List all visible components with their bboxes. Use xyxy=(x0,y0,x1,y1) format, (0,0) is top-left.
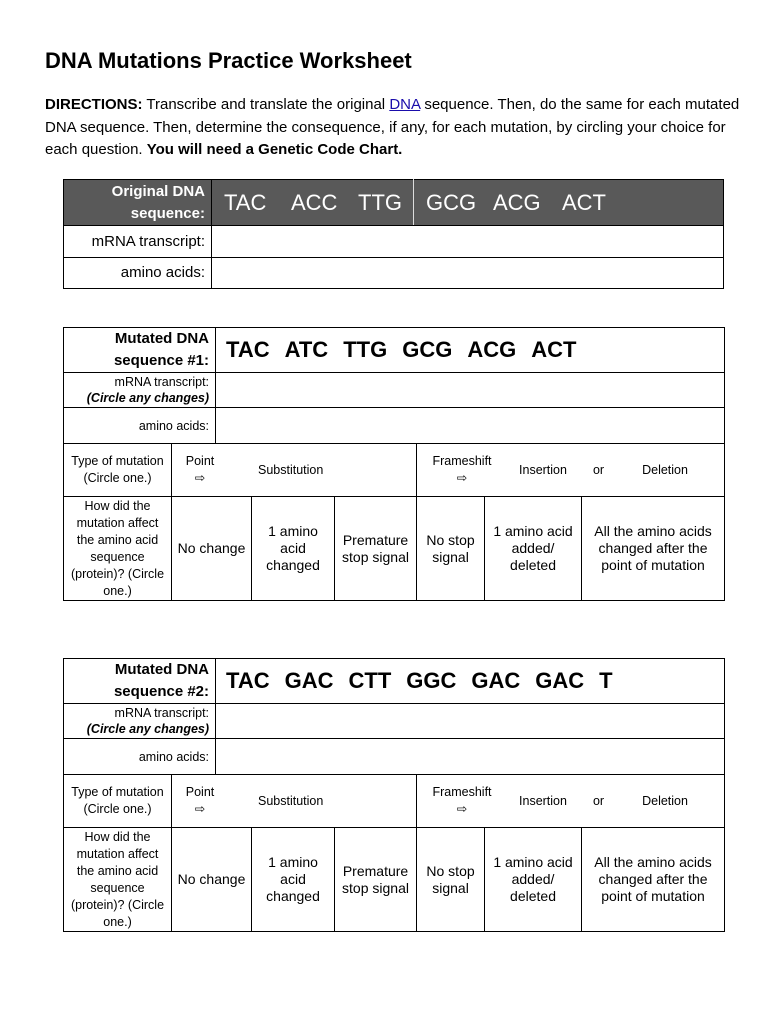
codon: GAC xyxy=(471,668,521,693)
codon: GCG xyxy=(426,189,477,215)
original-dna-label: Original DNA sequence: xyxy=(64,180,212,226)
codon: T xyxy=(599,668,613,693)
codon: GAC xyxy=(535,668,585,693)
substitution-option[interactable]: Substitution xyxy=(258,794,324,808)
mutated-2-amino-label: amino acids: xyxy=(64,739,216,775)
insertion-option[interactable]: Insertion xyxy=(519,463,567,477)
directions-text-1: Transcribe and translate the original xyxy=(142,96,390,113)
mutated-1-amino-answer[interactable] xyxy=(216,408,725,444)
circle-changes-note: (Circle any changes) xyxy=(86,722,210,736)
deletion-option[interactable]: Deletion xyxy=(642,794,688,808)
page-title: DNA Mutations Practice Worksheet xyxy=(45,48,412,73)
original-sequence-table xyxy=(63,179,724,289)
option-no-stop[interactable]: No stop signal xyxy=(417,497,485,601)
mutated-1-mrna-answer[interactable] xyxy=(216,373,725,408)
original-codons-group-b xyxy=(414,180,724,226)
option-all-changed[interactable]: All the amino acids changed after the point of mutation xyxy=(582,497,725,601)
codon: TAC xyxy=(226,668,270,693)
point-text: Point xyxy=(185,454,215,468)
mrna-label: mRNA transcript: xyxy=(114,706,210,720)
mutated-2-codons xyxy=(216,659,725,704)
directions-bold-note: You will need a Genetic Code Chart. xyxy=(146,141,403,158)
mutation-type-label: Type of mutation (Circle one.) xyxy=(64,444,172,497)
option-no-change[interactable]: No change xyxy=(172,497,252,601)
directions-label: DIRECTIONS: xyxy=(45,96,143,113)
codon: TTG xyxy=(358,189,402,215)
codon: GAC xyxy=(284,668,334,693)
mutated-1-mrna-label xyxy=(64,373,216,408)
codon: ACT xyxy=(531,337,577,362)
directions-text-2: sequence. Then, do the same for each mutated DNA sequence. Then, determine the consequence, if any, for each mutation, by circling your choice for each question. xyxy=(45,96,740,158)
point-substitution-cell xyxy=(172,775,417,828)
codon: GGC xyxy=(406,668,457,693)
mutated-2-mrna-label xyxy=(64,704,216,739)
codon: GCG xyxy=(402,337,453,362)
frameshift-cell xyxy=(417,444,725,497)
affect-label: How did the mutation affect the amino acid sequence (protein)? (Circle one.) xyxy=(64,497,172,601)
frameshift-text: Frameshift xyxy=(432,454,492,468)
point-text: Point xyxy=(185,785,215,799)
substitution-option[interactable]: Substitution xyxy=(258,463,324,477)
option-premature-stop[interactable]: Premature stop signal xyxy=(335,497,417,601)
dna-link[interactable]: DNA xyxy=(389,96,421,113)
option-no-stop[interactable]: No stop signal xyxy=(417,828,485,932)
option-all-changed[interactable]: All the amino acids changed after the point of mutation xyxy=(582,828,725,932)
codon: ACG xyxy=(493,189,541,215)
affect-label: How did the mutation affect the amino acid sequence (protein)? (Circle one.) xyxy=(64,828,172,932)
option-no-change[interactable]: No change xyxy=(172,828,252,932)
point-substitution-cell xyxy=(172,444,417,497)
mutated-2-mrna-answer[interactable] xyxy=(216,704,725,739)
option-one-changed[interactable]: 1 amino acid changed xyxy=(252,497,335,601)
right-arrow-icon: ⇨ xyxy=(456,471,468,485)
original-codons-group-a xyxy=(212,180,414,226)
codon: ACG xyxy=(467,337,517,362)
option-added-deleted[interactable]: 1 amino acid added/ deleted xyxy=(485,828,582,932)
frameshift-text: Frameshift xyxy=(432,785,492,799)
or-text: or xyxy=(592,794,605,808)
original-amino-label: amino acids: xyxy=(64,258,212,289)
original-amino-answer[interactable] xyxy=(212,258,724,289)
directions xyxy=(45,94,745,162)
option-added-deleted[interactable]: 1 amino acid added/ deleted xyxy=(485,497,582,601)
codon: ACT xyxy=(562,189,606,215)
circle-changes-note: (Circle any changes) xyxy=(86,391,210,405)
codon: TAC xyxy=(226,337,270,362)
mutated-1-codons xyxy=(216,328,725,373)
right-arrow-icon: ⇨ xyxy=(194,471,206,485)
right-arrow-icon: ⇨ xyxy=(456,802,468,816)
codon: ACC xyxy=(291,189,338,215)
codon: ATC xyxy=(284,337,329,362)
frameshift-option xyxy=(417,453,507,487)
original-mrna-answer[interactable] xyxy=(212,226,724,258)
mrna-label: mRNA transcript: xyxy=(114,375,210,389)
frameshift-option xyxy=(417,784,507,818)
mutated-sequence-2-table xyxy=(63,658,725,932)
right-arrow-icon: ⇨ xyxy=(194,802,206,816)
insertion-option[interactable]: Insertion xyxy=(519,794,567,808)
option-premature-stop[interactable]: Premature stop signal xyxy=(335,828,417,932)
or-text: or xyxy=(592,463,605,477)
codon: CTT xyxy=(348,668,392,693)
option-one-changed[interactable]: 1 amino acid changed xyxy=(252,828,335,932)
mutated-sequence-1-table xyxy=(63,327,725,601)
original-mrna-label: mRNA transcript: xyxy=(64,226,212,258)
mutation-type-label: Type of mutation (Circle one.) xyxy=(64,775,172,828)
mutated-1-label: Mutated DNA sequence #1: xyxy=(64,328,216,373)
mutated-2-amino-answer[interactable] xyxy=(216,739,725,775)
codon: TTG xyxy=(343,337,388,362)
point-option[interactable] xyxy=(172,784,228,818)
point-option[interactable] xyxy=(172,453,228,487)
mutated-1-amino-label: amino acids: xyxy=(64,408,216,444)
codon: TAC xyxy=(224,189,267,215)
frameshift-cell xyxy=(417,775,725,828)
deletion-option[interactable]: Deletion xyxy=(642,463,688,477)
mutated-2-label: Mutated DNA sequence #2: xyxy=(64,659,216,704)
